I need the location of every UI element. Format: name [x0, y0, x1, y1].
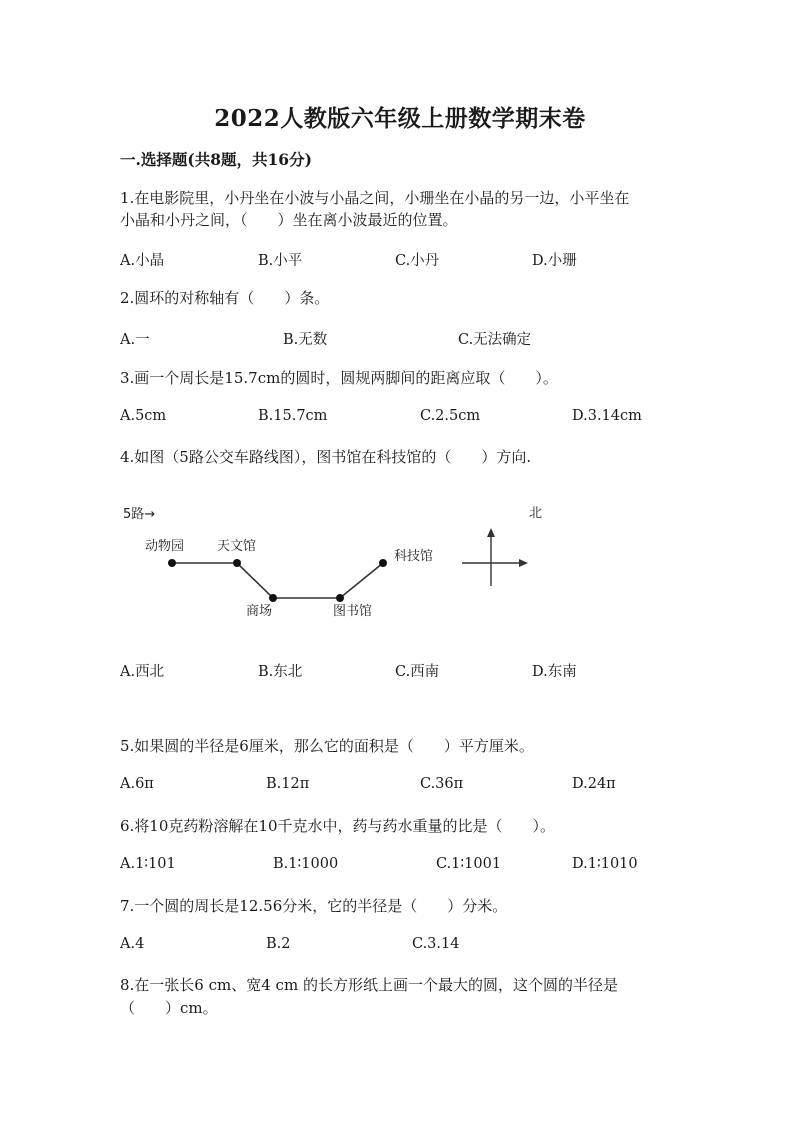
question-8-line-2: （ ）cm。 — [120, 999, 218, 1017]
q3-option-a[interactable]: A.5cm — [120, 408, 167, 424]
stop-label-library: 图书馆 — [333, 604, 373, 619]
stop-dot-zoo — [168, 559, 176, 567]
q3-option-c[interactable]: C.2.5cm — [420, 408, 481, 424]
q3-option-b[interactable]: B.15.7cm — [258, 408, 328, 424]
q4-option-a[interactable]: A.西北 — [120, 664, 165, 680]
stop-label-science-museum: 科技馆 — [394, 549, 434, 564]
q1-option-d[interactable]: D.小珊 — [532, 253, 577, 269]
q1-option-c[interactable]: C.小丹 — [395, 253, 440, 269]
q7-option-c[interactable]: C.3.14 — [412, 936, 460, 952]
q2-option-c[interactable]: C.无法确定 — [458, 332, 532, 348]
q7-option-b[interactable]: B.2 — [266, 936, 291, 952]
q6-option-b[interactable]: B.1∶1000 — [273, 856, 339, 872]
stop-label-zoo: 动物园 — [145, 539, 185, 554]
question-1-line-2: 小晶和小丹之间，（ ）坐在离小波最近的位置。 — [120, 211, 458, 229]
question-8-line-1: 8.在一张长6 cm、宽4 cm 的长方形纸上画一个最大的圆，这个圆的半径是 — [120, 976, 618, 994]
question-2: 2.圆环的对称轴有（ ）条。 — [120, 289, 330, 307]
question-5: 5.如果圆的半径是6厘米，那么它的面积是（ ）平方厘米。 — [120, 737, 534, 755]
route-line — [172, 563, 383, 598]
north-label: 北 — [529, 506, 543, 521]
q6-option-d[interactable]: D.1∶1010 — [572, 856, 638, 872]
q2-option-b[interactable]: B.无数 — [283, 332, 328, 348]
q4-option-c[interactable]: C.西南 — [395, 664, 440, 680]
q1-option-b[interactable]: B.小平 — [258, 253, 303, 269]
q4-option-b[interactable]: B.东北 — [258, 664, 303, 680]
stop-label-mall: 商场 — [246, 604, 273, 619]
q1-option-a[interactable]: A.小晶 — [120, 253, 165, 269]
q5-option-d[interactable]: D.24π — [572, 776, 616, 792]
section-heading: 一.选择题(共8题，共16分) — [120, 150, 312, 169]
question-7: 7.一个圆的周长是12.56分米，它的半径是（ ）分米。 — [120, 897, 508, 915]
compass-icon — [462, 528, 528, 586]
q6-option-a[interactable]: A.1∶101 — [120, 856, 176, 872]
q7-option-a[interactable]: A.4 — [120, 936, 145, 952]
q4-option-d[interactable]: D.东南 — [532, 664, 577, 680]
q5-option-a[interactable]: A.6π — [120, 776, 154, 792]
route-label: 5路→ — [123, 507, 156, 522]
q2-option-a[interactable]: A.一 — [120, 332, 150, 348]
bus-route-diagram — [115, 498, 565, 628]
question-3: 3.画一个周长是15.7cm的圆时，圆规两脚间的距离应取（ ）。 — [120, 369, 558, 387]
stop-dot-library — [336, 594, 344, 602]
q5-option-b[interactable]: B.12π — [266, 776, 310, 792]
stop-label-planetarium: 天文馆 — [217, 539, 257, 554]
stop-dot-science-museum — [379, 559, 387, 567]
exam-title: 2022人教版六年级上册数学期末卷 — [214, 105, 586, 132]
question-1-line-1: 1.在电影院里，小丹坐在小波与小晶之间，小珊坐在小晶的另一边，小平坐在 — [120, 189, 630, 207]
question-6: 6.将10克药粉溶解在10千克水中，药与药水重量的比是（ ）。 — [120, 817, 555, 835]
q3-option-d[interactable]: D.3.14cm — [572, 408, 642, 424]
q5-option-c[interactable]: C.36π — [420, 776, 464, 792]
question-4: 4.如图（5路公交车路线图），图书馆在科技馆的（ ）方向. — [120, 448, 532, 466]
q6-option-c[interactable]: C.1∶1001 — [436, 856, 502, 872]
stop-dot-planetarium — [233, 559, 241, 567]
stop-dot-mall — [269, 594, 277, 602]
